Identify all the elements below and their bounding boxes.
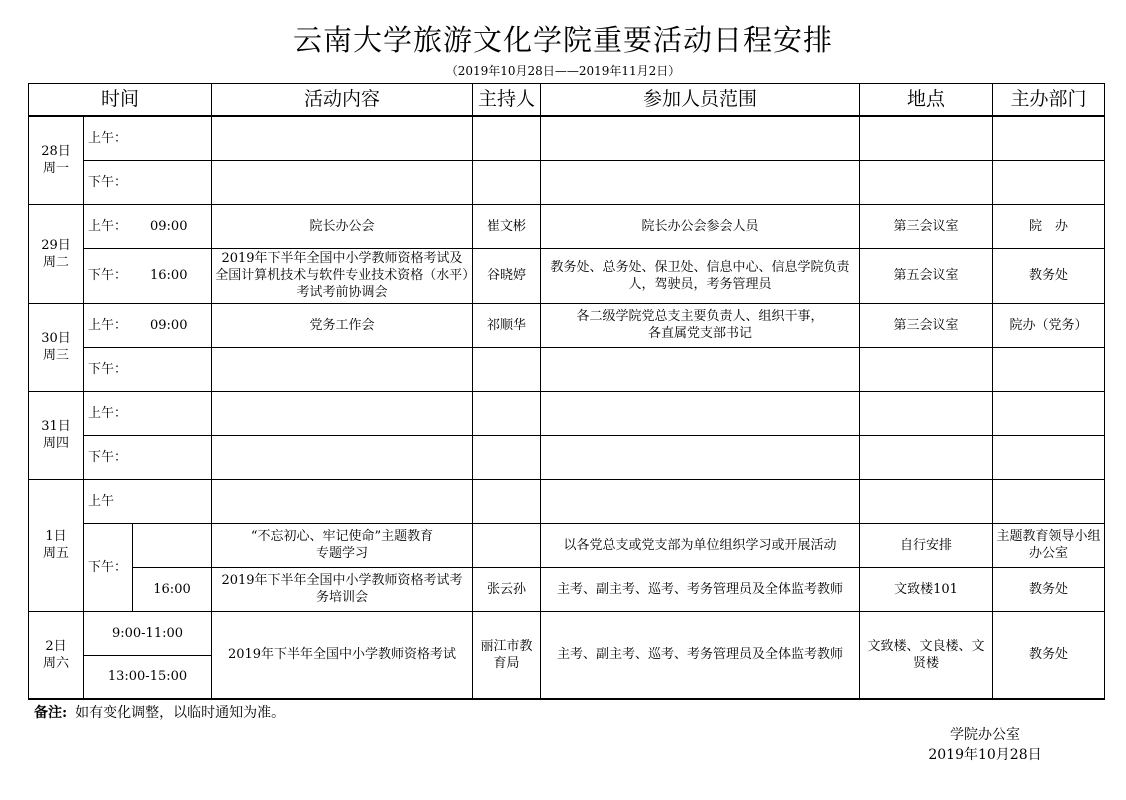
day-cell-fri [29,479,84,611]
day-date: 1日 [45,529,67,544]
table-row [29,435,1105,479]
organizer-cell: 教务处 [993,611,1105,699]
day-date: 30日 [41,331,71,346]
participants-cell: 主考、副主考、巡考、考务管理员及全体监考教师 [541,611,860,699]
location-cell [860,116,993,160]
content-cell: 2019年下半年全国中小学教师资格考试 [212,611,473,699]
day-date: 28日 [41,144,71,160]
table-row [29,160,1105,204]
day-weekday: 周一 [42,161,69,177]
day-date: 29日 [41,237,71,253]
day-weekday: 周二 [42,254,69,270]
organizer-cell: 教务处 [993,248,1105,303]
slot-label: 上午： [88,130,128,146]
host-cell [473,479,541,523]
slot-label: 下午： [88,449,128,465]
location-cell: 第五会议室 [860,248,993,303]
header-organizer: 主办部门 [993,84,1105,117]
content-cell [212,116,473,160]
host-cell: 丽江市教育局 [473,611,541,699]
slot-pm [84,347,212,391]
content-cell: 2019年下半年全国中小学教师资格考试考务培训会 [212,567,473,611]
slot-am [84,479,212,523]
location-cell [860,391,993,435]
participants-line: 各二级学院党总支主要负责人、组织干事， [576,309,824,324]
day-cell-mon [29,116,84,204]
slot-time: 13:00-15:00 [84,655,212,699]
slot-am [84,303,212,347]
participants-cell [541,435,860,479]
table-row [29,611,1105,655]
organizer-cell: 院办（党务） [993,303,1105,347]
day-weekday: 周六 [42,655,69,671]
host-cell [473,160,541,204]
location-cell [860,435,993,479]
table-row [29,248,1105,303]
host-cell: 崔文彬 [473,204,541,248]
footnote-label: 备注: [34,705,68,721]
content-cell: 2019年下半年全国中小学教师资格考试及全国计算机技术与软件专业技术资格（水平）考试考前协调会 [212,248,473,303]
host-cell: 谷晓婷 [473,248,541,303]
content-line: 专题学习 [316,546,369,561]
host-cell: 张云孙 [473,567,541,611]
slot-label: 下午： [88,268,128,283]
organizer-cell [993,160,1105,204]
slot-time: 16:00 [133,567,212,611]
slot-label: 下午： [88,174,128,190]
header-participants: 参加人员范围 [541,84,860,117]
host-cell: 祁顺华 [473,303,541,347]
footnote-text: 如有变化调整，以临时通知为准。 [75,705,286,721]
content-cell: 院长办公会 [212,204,473,248]
content-cell [212,435,473,479]
table-row [29,347,1105,391]
table-row [29,116,1105,160]
location-cell: 第三会议室 [860,204,993,248]
slot-label: 下午： [88,361,128,377]
participants-cell [541,391,860,435]
slot-label: 下午： [88,559,128,575]
date-range-subtitle: （2019年10月28日——2019年11月2日） [445,64,681,78]
page-title: 云南大学旅游文化学院重要活动日程安排 [292,23,833,57]
slot-pm [84,248,212,303]
table-row [29,523,1105,567]
host-cell [473,347,541,391]
organizer-cell [993,116,1105,160]
day-weekday: 周三 [42,348,69,363]
participants-cell: 院长办公会参会人员 [541,204,860,248]
location-cell [860,479,993,523]
participants-cell [541,116,860,160]
day-date: 2日 [45,638,67,654]
slot-am [84,391,212,435]
participants-cell [541,160,860,204]
location-cell [860,160,993,204]
location-cell: 文致楼、文良楼、文贤楼 [860,611,993,699]
slot-am [84,204,212,248]
header-time: 时间 [29,84,212,117]
schedule-table [28,83,1105,700]
participants-cell [541,303,860,347]
header-host: 主持人 [473,84,541,117]
signature-block [900,725,1070,765]
host-cell [473,435,541,479]
content-cell [212,523,473,567]
organizer-cell [993,347,1105,391]
host-cell [473,116,541,160]
table-row [29,479,1105,523]
participants-cell: 教务处、总务处、保卫处、信息中心、信息学院负责人，驾驶员，考务管理员 [541,248,860,303]
host-cell [473,523,541,567]
content-cell [212,160,473,204]
day-date: 31日 [41,419,71,434]
day-cell-sat [29,611,84,699]
slot-time: 09:00 [150,317,188,333]
content-line: “不忘初心、牢记使命”主题教育 [250,529,434,544]
signature-date: 2019年10月28日 [928,747,1042,763]
slot-label: 上午： [88,317,128,333]
day-cell-thu [29,391,84,479]
organizer-cell: 主题教育领导小组办公室 [993,523,1105,567]
header-content: 活动内容 [212,84,473,117]
organizer-cell: 教务处 [993,567,1105,611]
slot-pm [84,435,212,479]
host-cell [473,391,541,435]
content-cell: 党务工作会 [212,303,473,347]
content-cell [212,347,473,391]
location-cell: 自行安排 [860,523,993,567]
organizer-cell: 院 办 [993,204,1105,248]
day-weekday: 周五 [42,546,69,561]
slot-label: 上午 [88,493,115,509]
signature-office: 学院办公室 [950,727,1020,743]
participants-cell: 主考、副主考、巡考、考务管理员及全体监考教师 [541,567,860,611]
table-row [29,567,1105,611]
day-weekday: 周四 [42,436,69,451]
slot-label: 上午： [88,405,128,421]
slot-time [133,523,212,567]
slot-label: 上午： [88,218,128,234]
participants-cell [541,347,860,391]
location-cell: 第三会议室 [860,303,993,347]
organizer-cell [993,435,1105,479]
slot-pm [84,523,133,611]
table-row [29,391,1105,435]
header-row [29,84,1105,117]
content-cell [212,391,473,435]
table-row [29,204,1105,248]
slot-time: 09:00 [150,218,188,234]
footnote [34,702,285,722]
slot-time: 16:00 [150,268,188,283]
participants-cell: 以各党总支或党支部为单位组织学习或开展活动 [541,523,860,567]
location-cell: 文致楼101 [860,567,993,611]
day-cell-wed [29,303,84,391]
location-cell [860,347,993,391]
organizer-cell [993,391,1105,435]
participants-line: 各直属党支部书记 [648,326,753,341]
slot-pm [84,160,212,204]
organizer-cell [993,479,1105,523]
slot-am [84,116,212,160]
table-row [29,303,1105,347]
day-cell-tue [29,204,84,303]
slot-time: 9:00-11:00 [84,611,212,655]
content-cell [212,479,473,523]
participants-cell [541,479,860,523]
header-location: 地点 [860,84,993,117]
